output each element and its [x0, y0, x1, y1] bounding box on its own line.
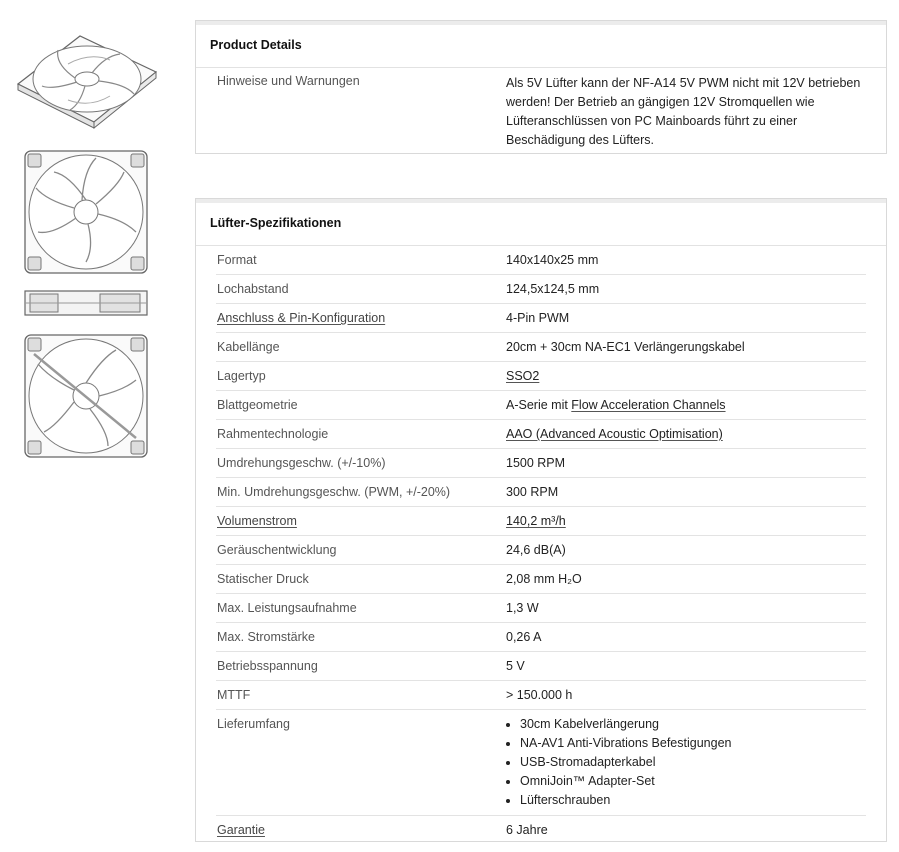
spec-label: Lieferumfang — [217, 717, 290, 731]
scope-of-delivery-list — [506, 715, 731, 810]
spec-row-lieferumfang — [216, 710, 866, 816]
spec-label: Blattgeometrie — [217, 398, 298, 412]
spec-row-gerauschentwicklung — [216, 536, 866, 565]
spec-value-prefix: A-Serie mit — [506, 398, 572, 412]
spec-value[interactable]: SSO2 — [506, 369, 540, 383]
spec-label[interactable]: Anschluss & Pin-Konfiguration — [217, 311, 386, 325]
spec-row-betriebsspannung — [216, 652, 866, 681]
spec-label[interactable]: Volumenstrom — [217, 514, 297, 528]
fan-back-icon — [24, 334, 148, 458]
spec-label: Max. Stromstärke — [217, 630, 315, 644]
warning-text: Als 5V Lüfter kann der NF-A14 5V PWM nicht mit 12V betrieben werden! Der Betrieb an gängigen 12V Stromquellen wie Lüfteranschlüssen von PC Mainboards führt zu einer Beschädigung des Lüfters. — [506, 76, 861, 147]
spec-value: 124,5x124,5 mm — [506, 282, 600, 296]
spec-row-lagertyp — [216, 362, 866, 391]
spec-value-link[interactable]: Flow Acceleration Channels — [571, 398, 726, 412]
list-item: • USB-Stromadapterkabel — [520, 753, 731, 772]
spec-value: 2,08 mm H₂O — [506, 572, 582, 586]
fan-thumb-side[interactable] — [24, 290, 148, 319]
spec-label: Lochabstand — [217, 282, 289, 296]
fan-front-icon — [24, 150, 148, 274]
spec-label[interactable]: Garantie — [217, 823, 265, 837]
spec-value: 5 V — [506, 659, 525, 673]
spec-value[interactable]: AAO (Advanced Acoustic Optimisation) — [506, 427, 723, 441]
spec-value: 300 RPM — [506, 485, 559, 499]
spec-label: Format — [217, 253, 257, 267]
spec-value: 6 Jahre — [506, 823, 548, 837]
spec-row-kabellange — [216, 333, 866, 362]
spec-value — [506, 715, 731, 810]
spec-value: 20cm + 30cm NA-EC1 Verlängerungskabel — [506, 340, 745, 354]
spec-row-lochabstand — [216, 275, 866, 304]
product-details-panel — [195, 20, 887, 154]
spec-label: MTTF — [217, 688, 251, 702]
spec-row-volumenstrom — [216, 507, 866, 536]
spec-row-statischer-druck — [216, 565, 866, 594]
list-item: • Lüfterschrauben — [520, 791, 731, 810]
spec-row-min-umdrehungsgeschw-pwm-20 — [216, 478, 866, 507]
spec-value — [506, 398, 726, 412]
spec-value: 24,6 dB(A) — [506, 543, 566, 557]
spec-label: Min. Umdrehungsgeschw. (PWM, +/-20%) — [217, 485, 451, 499]
spec-label: Rahmentechnologie — [217, 427, 329, 441]
spec-label: Statischer Druck — [217, 572, 309, 586]
list-item: • OmniJoin™ Adapter-Set — [520, 772, 731, 791]
spec-label: Lagertyp — [217, 369, 266, 383]
spec-row-blattgeometrie — [216, 391, 866, 420]
spec-row-format — [216, 246, 866, 275]
spec-row-mttf — [216, 681, 866, 710]
spec-label: Betriebsspannung — [217, 659, 318, 673]
warning-label: Hinweise und Warnungen — [217, 74, 360, 88]
spec-row-garantie — [216, 816, 866, 845]
fan-thumb-front[interactable] — [24, 150, 148, 277]
spec-value: 4-Pin PWM — [506, 311, 570, 325]
spec-row-anschluss-pin-konfiguration — [216, 304, 866, 333]
fan-thumb-perspective[interactable] — [10, 26, 162, 133]
spec-value: 0,26 A — [506, 630, 542, 644]
spec-row-max-stromstarke — [216, 623, 866, 652]
warning-row — [216, 68, 866, 152]
specs-title: Lüfter-Spezifikationen — [196, 203, 886, 246]
fan-perspective-icon — [10, 26, 162, 130]
fan-side-icon — [24, 290, 148, 316]
spec-row-rahmentechnologie — [216, 420, 866, 449]
list-item: • 30cm Kabelverlängerung — [520, 715, 731, 734]
spec-rows — [196, 246, 886, 845]
spec-value: 140x140x25 mm — [506, 253, 599, 267]
spec-row-max-leistungsaufnahme — [216, 594, 866, 623]
spec-value[interactable]: 140,2 m³/h — [506, 514, 566, 528]
spec-value: 1,3 W — [506, 601, 539, 615]
spec-label: Geräuschentwicklung — [217, 543, 337, 557]
spec-row-umdrehungsgeschw-10 — [216, 449, 866, 478]
product-details-title: Product Details — [196, 25, 886, 68]
spec-label: Kabellänge — [217, 340, 280, 354]
list-item: • NA-AV1 Anti-Vibrations Befestigungen — [520, 734, 731, 753]
spec-label: Umdrehungsgeschw. (+/-10%) — [217, 456, 386, 470]
fan-thumb-back[interactable] — [24, 334, 148, 461]
spec-value: 1500 RPM — [506, 456, 566, 470]
spec-value: > 150.000 h — [506, 688, 573, 702]
spec-label: Max. Leistungsaufnahme — [217, 601, 357, 615]
specs-panel — [195, 198, 887, 842]
